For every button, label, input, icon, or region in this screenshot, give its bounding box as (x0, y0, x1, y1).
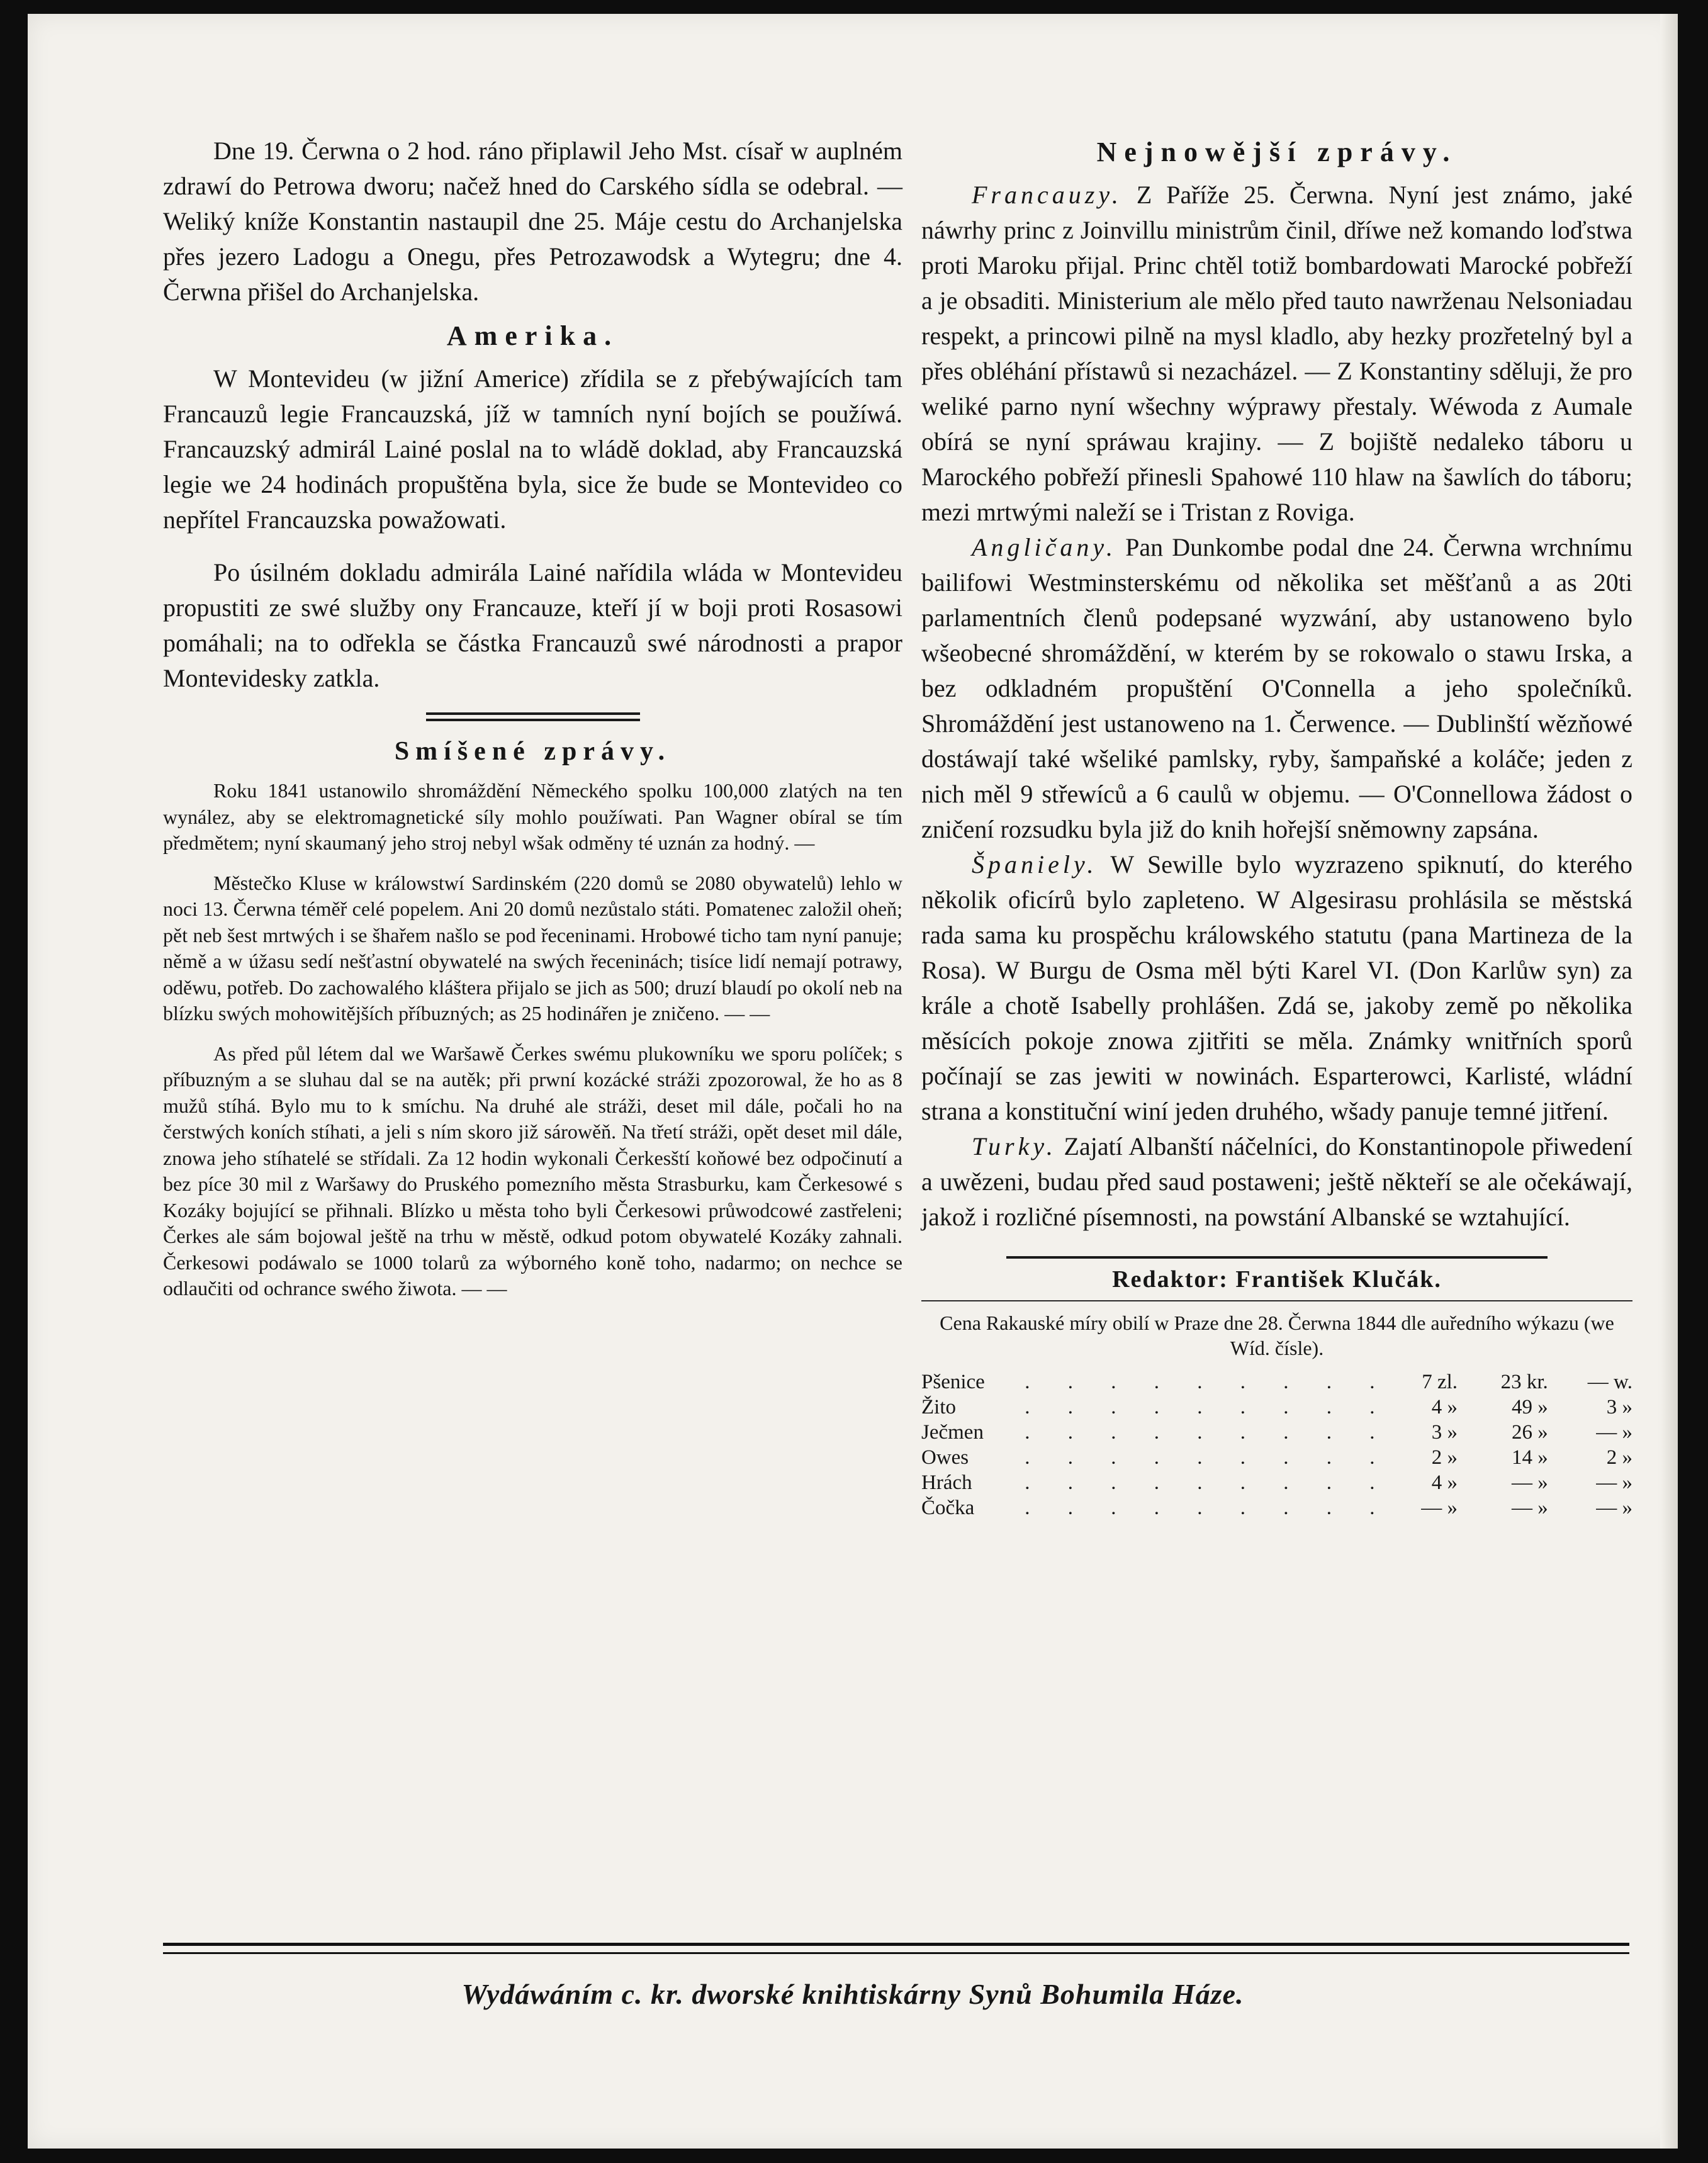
price-krejcary: 23 kr. (1500, 1371, 1548, 1393)
anglicany-text: Pan Dunkombe podal dne 24. Čerwna wrchnímu bailifowi Westminsterskému od několika set měšťanů a as 20ti parlamentních členů podepsané wyzwání, aby ustanoweno bylo wšeobecné shromáždění, w kterém by se rokowalo o stawu Irska, a bez odkladném propuštění O'Connella a jeho společníků. Shromáždění jest ustanoweno na 1. Čerwence. — Dublinští wězňowé dostáwají také wšeliké pamlsky, ryby, šampaňské a koláče; jeden z nich měl 9 střewíců a 6 caulů w objemu. — O'Connellowa žádost o zničení rozsudku byla již do knih hořejší sněmowny zapsána. (921, 533, 1632, 843)
price-krejcary: — » (1512, 1497, 1548, 1519)
smisene-heading: Smíšené zprávy. (394, 737, 671, 766)
editor-divider (1006, 1256, 1548, 1259)
price-wideňky: — » (1596, 1497, 1632, 1519)
spanicly-text: W Sewille bylo wyzrazeno spiknutí, do kterého několik oficírů bylo zapleteno. W Algesirasu prohlásila se městská rada sama ku prospěchu králowského statutu (pana Martineza de la Rosa). W Burgu de Osma měl býti Karel VI. (Don Karlůw syn) za krále a chotě Isabelly prohlášen. Zdá se, jakoby země po několika měsících pokoje znowa zjitřiti se měla. Známky wnitřních sporů počínají se zas jewiti w nowinách. Esparterowci, Karlisté, wládní strana a konstituční winí jeden druhého, wšady panuje temné jitření. (921, 850, 1632, 1125)
price-grain-name: Žito (921, 1396, 956, 1419)
francauzy-text: Z Paříže 25. Čerwna. Nyní jest známo, jaké náwrhy princ z Joinvillu ministrům činil, dříwe než komando loďstwa proti Maroku přijal. Princ chtěl totiž bombardowati Marocké pobřeží a je obsaditi. Ministerium ale mělo před tauto nawrženau Nelsoniadau respekt, a princowi pilně na mysl kladlo, aby hezky prozřetelný byl a přes obléhání přístawů si nezacházel. — Z Konstantiny sděluji, že pro weliké parno nyní wšechny wýprawy přestaly. Wéwoda z Aumale obírá se nyní spráwau krajiny. — Z bojiště nedaleko táboru u Marockého pobřeží přinesli Spahowé 110 hlaw na šawlích do táboru; mezi mrtwými naleží se i Tristan z Roviga. (921, 181, 1632, 526)
francauzy-label: Francauzy. (972, 181, 1122, 209)
price-row (921, 1495, 1632, 1520)
price-dots: . . . . . . . . . (1025, 1446, 1391, 1469)
turky-label: Turky. (972, 1132, 1057, 1160)
price-zlaty: 3 » (1431, 1421, 1458, 1444)
price-dots: . . . . . . . . . (1025, 1497, 1391, 1519)
prices-heading: Cena Rakauské míry obilí w Praze dne 28. Čerwna 1844 dle auředního wýkazu (we Wíd. čísle). (940, 1312, 1614, 1359)
anglicany-label: Angličany. (972, 533, 1116, 561)
amerika-paragraph-1: W Montevideu (w jižní Americe) zřídila se z přebýwajících tam Francauzů legie Francauzská, jíž w tamních nyní bojích se použíwá. Francauzský admirál Lainé poslal na to wládě doklad, aby Francauzská legie we 24 hodinách propuštěna byla, sice že bude se Montevideo co nepřítel Francauzska powažowati. (163, 364, 902, 534)
amerika-heading: Amerika. (446, 320, 619, 351)
price-krejcary: 26 » (1512, 1421, 1548, 1444)
price-grain-name: Hrách (921, 1471, 972, 1494)
price-zlaty: 4 » (1431, 1471, 1458, 1494)
footer-divider (163, 1943, 1629, 1954)
price-dots: . . . . . . . . . (1025, 1371, 1391, 1393)
anglicany-paragraph (921, 530, 1632, 847)
price-row (921, 1470, 1632, 1495)
price-grain-name: Pšenice (921, 1371, 985, 1393)
section-divider (426, 712, 640, 721)
francauzy-paragraph (921, 177, 1632, 530)
smisene-paragraph-2: Městečko Kluse w králowstwí Sardinském (220 domů se 2080 obywatelů) lehlo w noci 13. Čerwna téměř celé popelem. Ani 20 domů nezůstalo státi. Pomatenec založil oheň; pět neb šest mrtwých i se šhařem našlo se pod řeceninami. Hrobowé ticho tam nyní panuje; němě a w úžasu sedí nešťastní obywatelé na swých řeceninách; tisíce lidí nemají potrawy, oděwu, potřeb. Do zachowalého kláštera přijalo se jich as 500; druzí blaudí po okolí neb na blízku swých mohowitějších příbuzných; as 25 hodinářen je zničeno. — — (163, 871, 902, 1025)
price-zlaty: 2 » (1431, 1446, 1458, 1469)
prices-divider (921, 1300, 1632, 1301)
latest-news-heading: Nejnowější zprávy. (1096, 137, 1458, 167)
price-wideňky: — w. (1587, 1371, 1632, 1393)
price-grain-name: Čočka (921, 1497, 975, 1519)
printer-imprint: Wydáwáním c. kr. dworské knihtiskárny Synů Bohumila Háze. (461, 1978, 1244, 2010)
intro-paragraph: Dne 19. Čerwna o 2 hod. ráno připlawil Jeho Mst. císař w auplném zdrawí do Petrowa dworu; načež hned do Carského sídla se odebral. — Weliký kníže Konstantin nastaupil dne 25. Máje cestu do Archanjelska přes jezero Ladogu a Onegu, přes Petrozawodsk a Wytegru; dne 4. Čerwna přišel do Archanjelska. (163, 137, 902, 306)
page-edge-shadow (1660, 14, 1678, 2149)
price-zlaty: 4 » (1431, 1396, 1458, 1419)
spanicly-paragraph (921, 847, 1632, 1129)
spanicly-label: Španiely. (972, 850, 1098, 879)
price-grain-name: Ječmen (921, 1421, 984, 1444)
price-krejcary: 49 » (1512, 1396, 1548, 1419)
price-grain-name: Owes (921, 1446, 969, 1469)
price-dots: . . . . . . . . . (1025, 1421, 1391, 1444)
grain-prices-table (921, 1369, 1632, 1520)
right-column (921, 133, 1632, 1520)
price-zlaty: 7 zl. (1422, 1371, 1458, 1393)
amerika-paragraph-2: Po úsilném dokladu admirála Lainé nařídila wláda w Montevideu propustiti ze swé služby ony Francauze, kteří jí w boji proti Rosasowi pomáhali; na to odřekla se částka Francauzů swé národnosti a prapor Montevidesky zatkla. (163, 558, 902, 692)
price-wideňky: — » (1596, 1421, 1632, 1444)
price-krejcary: — » (1512, 1471, 1548, 1494)
price-dots: . . . . . . . . . (1025, 1396, 1391, 1419)
price-wideňky: 3 » (1606, 1396, 1632, 1419)
left-column (163, 133, 902, 1302)
editor-line: Redaktor: František Klučák. (1112, 1266, 1442, 1293)
price-row (921, 1445, 1632, 1470)
price-row (921, 1369, 1632, 1395)
turky-paragraph (921, 1129, 1632, 1235)
price-wideňky: 2 » (1606, 1446, 1632, 1469)
price-wideňky: — » (1596, 1471, 1632, 1494)
turky-text: Zajatí Albanští náčelníci, do Konstantinopole přiwedení a uwězeni, budau před saud postaweni; ještě někteří se ale očekáwají, jakož i rozličné písemnosti, na powstání Albanské se wztahující. (921, 1132, 1632, 1231)
price-zlaty: — » (1421, 1497, 1458, 1519)
newspaper-page (28, 14, 1678, 2149)
price-row (921, 1420, 1632, 1445)
price-dots: . . . . . . . . . (1025, 1471, 1391, 1494)
price-row (921, 1395, 1632, 1420)
smisene-paragraph-3: As před půl létem dal we Waršawě Čerkes swému plukowníku we sporu políček; s příbuzným a se sluhau dal se na autěk; při prwní kozácké stráži zpozorowal, že ho as 8 mužů stíhá. Bylo mu to k smíchu. Na druhé ale stráži, deset mil dále, počali ho na čerstwých koních stíhati, a jeli s ním skoro již sárowěň. Na třetí stráži, opět deset mil dále, znowa jeho stíhatelé se střídali. Za 12 hodin wykonali Čerkesští koňowé bez odpočinutí a bez píce 30 mil z Waršawy do Pruského pomezního města Strasburku, kam Čerkesowé s Kozáky bojující se přihnali. Blízko u města toho byli Čerkesowi průwodcowé zastřeleni; Čerkes ale sám bojowal ještě na trhu w městě, odkud potom obywatelé Kozáky zahnali. Čerkesowi podáwalo se 1000 tolarů za wýborného koně toho, nadarmo; on nechce se odlaučiti od ochrance swého žiwota. — — (163, 1042, 902, 1300)
price-krejcary: 14 » (1512, 1446, 1548, 1469)
smisene-paragraph-1: Roku 1841 ustanowilo shromáždění Německého spolku 100,000 zlatých na ten wynález, aby se elektromagnetické síly mohlo použíwati. Pan Wagner obíral se tím předmětem; nyní skaumaný jeho stroj nebyl wšak odměny té uznán za hodný. — (163, 779, 902, 854)
